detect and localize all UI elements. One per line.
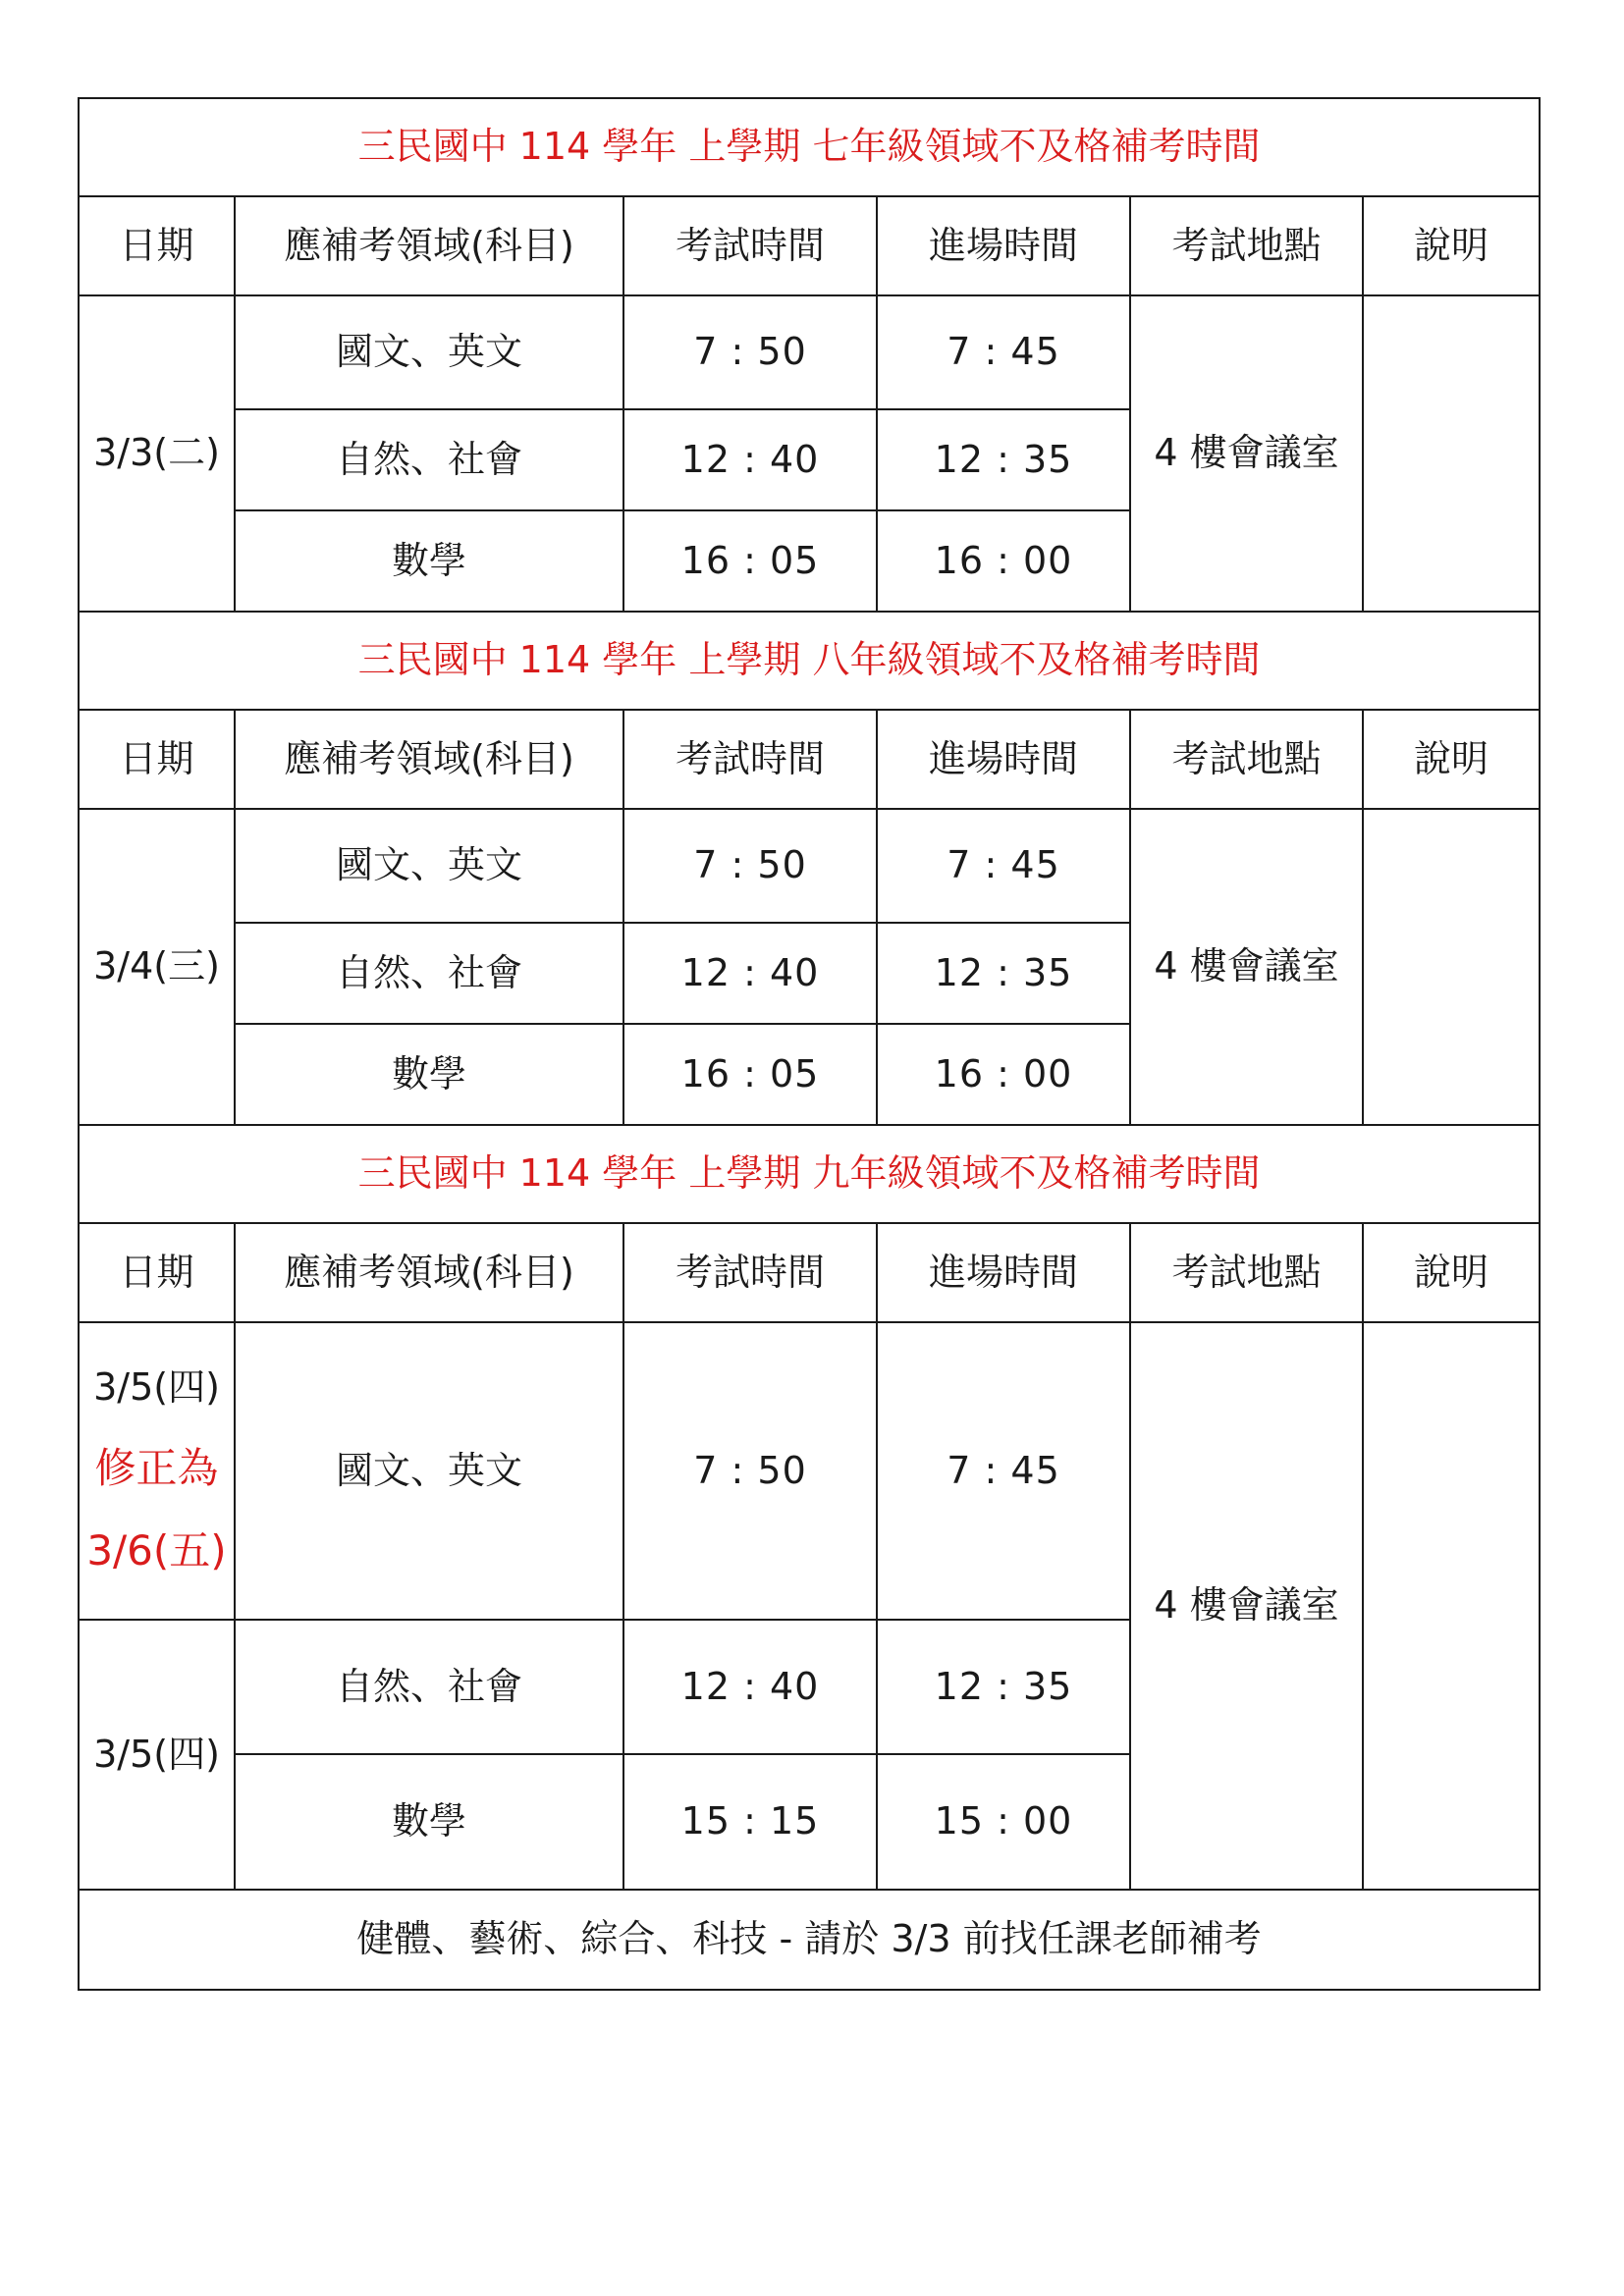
entry-time-cell: 12 : 35 xyxy=(877,923,1130,1024)
header-note: 說明 xyxy=(1363,1223,1540,1322)
grade9-title: 三民國中 114 學年 上學期 九年級領域不及格補考時間 xyxy=(79,1125,1540,1223)
exam-time-cell: 16 : 05 xyxy=(623,1024,877,1125)
subject-cell: 數學 xyxy=(235,510,623,612)
subject-cell: 自然、社會 xyxy=(235,923,623,1024)
grade7-location: 4 樓會議室 xyxy=(1130,295,1363,612)
header-entry-time: 進場時間 xyxy=(877,710,1130,809)
header-subject: 應補考領域(科目) xyxy=(235,196,623,295)
table-row xyxy=(79,1322,1540,1620)
grade9-header-row xyxy=(79,1223,1540,1322)
header-subject: 應補考領域(科目) xyxy=(235,1223,623,1322)
makeup-exam-schedule-table xyxy=(78,97,1541,1991)
exam-time-cell: 15 : 15 xyxy=(623,1754,877,1890)
header-exam-time: 考試時間 xyxy=(623,1223,877,1322)
header-note: 說明 xyxy=(1363,710,1540,809)
header-location: 考試地點 xyxy=(1130,710,1363,809)
footer-note: 健體、藝術、綜合、科技 - 請於 3/3 前找任課老師補考 xyxy=(79,1890,1540,1990)
header-entry-time: 進場時間 xyxy=(877,1223,1130,1322)
header-exam-time: 考試時間 xyxy=(623,710,877,809)
entry-time-cell: 7 : 45 xyxy=(877,809,1130,923)
header-date: 日期 xyxy=(79,1223,235,1322)
header-date: 日期 xyxy=(79,710,235,809)
entry-time-cell: 12 : 35 xyxy=(877,1620,1130,1754)
grade8-date: 3/4(三) xyxy=(79,809,235,1125)
subject-cell: 數學 xyxy=(235,1024,623,1125)
subject-cell: 自然、社會 xyxy=(235,409,623,510)
header-location: 考試地點 xyxy=(1130,196,1363,295)
header-location: 考試地點 xyxy=(1130,1223,1363,1322)
grade7-note xyxy=(1363,295,1540,612)
grade9-date-corrected: 3/6(五) xyxy=(86,1526,227,1575)
header-date: 日期 xyxy=(79,196,235,295)
grade9-date-original: 3/5(四) xyxy=(93,1365,220,1410)
subject-cell: 國文、英文 xyxy=(235,809,623,923)
exam-time-cell: 12 : 40 xyxy=(623,1620,877,1754)
header-exam-time: 考試時間 xyxy=(623,196,877,295)
header-entry-time: 進場時間 xyxy=(877,196,1130,295)
entry-time-cell: 16 : 00 xyxy=(877,510,1130,612)
grade9-date-correction-label: 修正為 xyxy=(94,1443,219,1492)
entry-time-cell: 16 : 00 xyxy=(877,1024,1130,1125)
table-row xyxy=(79,809,1540,923)
grade8-location: 4 樓會議室 xyxy=(1130,809,1363,1125)
entry-time-cell: 7 : 45 xyxy=(877,1322,1130,1620)
grade8-header-row xyxy=(79,710,1540,809)
grade7-title: 三民國中 114 學年 上學期 七年級領域不及格補考時間 xyxy=(79,98,1540,196)
entry-time-cell: 12 : 35 xyxy=(877,409,1130,510)
grade8-title: 三民國中 114 學年 上學期 八年級領域不及格補考時間 xyxy=(79,612,1540,710)
table-row xyxy=(79,295,1540,409)
entry-time-cell: 15 : 00 xyxy=(877,1754,1130,1890)
grade8-note xyxy=(1363,809,1540,1125)
grade9-note xyxy=(1363,1322,1540,1890)
subject-cell: 自然、社會 xyxy=(235,1620,623,1754)
grade9-location: 4 樓會議室 xyxy=(1130,1322,1363,1890)
header-note: 說明 xyxy=(1363,196,1540,295)
exam-time-cell: 7 : 50 xyxy=(623,295,877,409)
grade7-header-row xyxy=(79,196,1540,295)
subject-cell: 數學 xyxy=(235,1754,623,1890)
exam-time-cell: 7 : 50 xyxy=(623,1322,877,1620)
grade9-date-corrected-cell xyxy=(79,1322,235,1620)
exam-time-cell: 7 : 50 xyxy=(623,809,877,923)
subject-cell: 國文、英文 xyxy=(235,1322,623,1620)
exam-time-cell: 12 : 40 xyxy=(623,409,877,510)
exam-time-cell: 16 : 05 xyxy=(623,510,877,612)
subject-cell: 國文、英文 xyxy=(235,295,623,409)
grade7-date: 3/3(二) xyxy=(79,295,235,612)
header-subject: 應補考領域(科目) xyxy=(235,710,623,809)
entry-time-cell: 7 : 45 xyxy=(877,295,1130,409)
grade9-date-second: 3/5(四) xyxy=(79,1620,235,1890)
exam-time-cell: 12 : 40 xyxy=(623,923,877,1024)
